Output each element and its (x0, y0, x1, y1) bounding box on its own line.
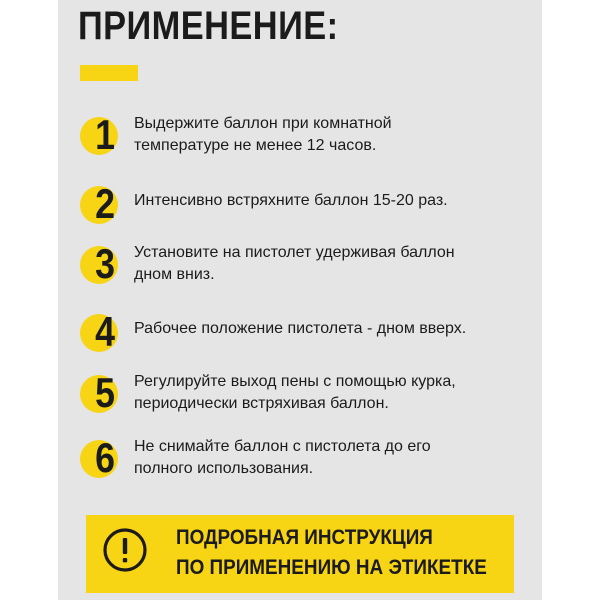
step-5 (80, 371, 520, 421)
step-text: Рабочее положение пистолета - дном вверх. (134, 320, 467, 337)
step-number-badge (80, 113, 130, 163)
instruction-card (58, 0, 542, 600)
notice-line-2: ПО ПРИМЕНЕНИЮ НА ЭТИКЕТКЕ (176, 556, 487, 579)
page-title: ПРИМЕНЕНИЕ: (78, 4, 339, 48)
step-text: Выдержите баллон при комнатной температуре не менее 12 часов. (134, 115, 392, 154)
step-number: 1 (95, 111, 115, 158)
step-number: 4 (95, 308, 115, 355)
step-1 (80, 113, 520, 163)
notice-text (176, 523, 487, 583)
step-number-badge (80, 371, 130, 421)
step-text: Интенсивно встряхните баллон 15-20 раз. (134, 192, 448, 209)
step-text: Не снимайте баллон с пистолета до его полного использования. (134, 438, 431, 477)
step-text: Регулируйте выход пены с помощью курка, периодически встряхивая баллон. (134, 373, 456, 412)
notice-line-1: ПОДРОБНАЯ ИНСТРУКЦИЯ (176, 526, 433, 549)
step-number: 3 (95, 240, 115, 287)
step-number-badge (80, 242, 130, 292)
notice-banner (86, 515, 514, 593)
step-number-badge (80, 310, 130, 360)
title-accent-bar (80, 65, 138, 81)
step-3 (80, 242, 520, 292)
step-4 (80, 310, 520, 360)
step-number-badge (80, 436, 130, 486)
step-text: Установите на пистолет удерживая баллон дном вниз. (134, 244, 455, 283)
step-number-badge (80, 182, 130, 232)
step-number: 2 (95, 180, 115, 227)
step-6 (80, 436, 520, 486)
step-number: 6 (95, 434, 115, 481)
step-number: 5 (95, 369, 115, 416)
step-2 (80, 182, 520, 232)
exclamation-circle-icon (102, 527, 148, 573)
